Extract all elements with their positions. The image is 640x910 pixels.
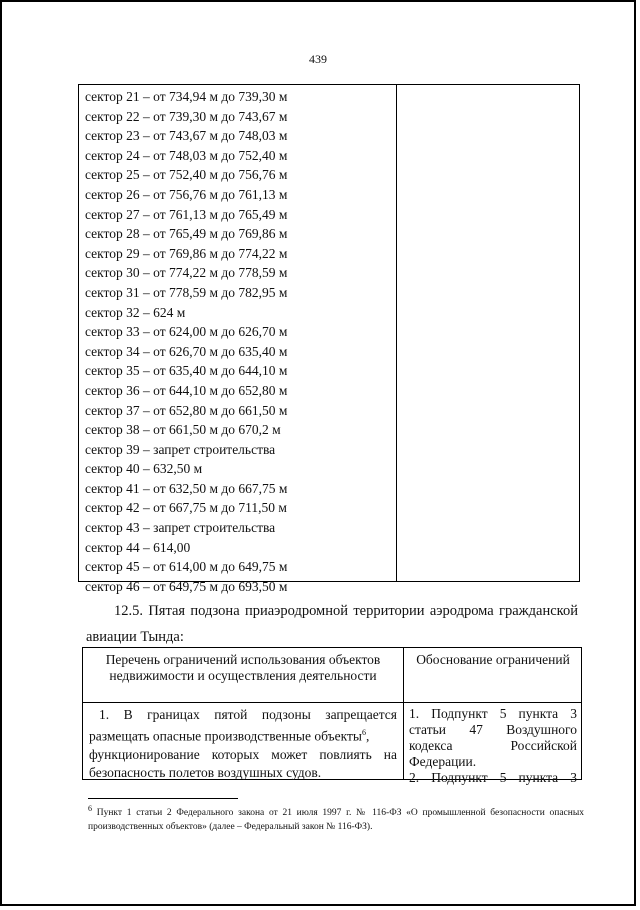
section-paragraph [86, 598, 578, 650]
justification-line: статьи 47 Воздушного [409, 722, 577, 737]
section-heading-line1: 12.5. Пятая подзона приаэродромной территории аэродрома гражданской [114, 603, 578, 619]
restrictions-table [82, 647, 582, 785]
sector-list [85, 87, 287, 596]
sector-row: сектор 29 – от 769,86 м до 774,22 м [85, 245, 288, 261]
footnote-reference: 6 [361, 728, 366, 737]
sector-row: сектор 39 – запрет строительства [85, 441, 276, 457]
sector-row: сектор 41 – от 632,50 м до 667,75 м [85, 480, 288, 496]
justification-cell [409, 706, 577, 786]
justification-line: 2. Подпункт 5 пункта 3 [409, 770, 577, 785]
sector-row: сектор 22 – от 739,30 м до 743,67 м [85, 108, 288, 124]
footnote [88, 802, 584, 834]
restriction-cell [89, 706, 397, 782]
sector-row: сектор 27 – от 761,13 м до 765,49 м [85, 206, 288, 222]
sector-row: сектор 26 – от 756,76 м до 761,13 м [85, 186, 288, 202]
restriction-line: функционирование которых может повлиять на [89, 746, 397, 762]
sector-row: сектор 21 – от 734,94 м до 739,30 м [85, 89, 288, 104]
restriction-line: безопасность полетов воздушных судов. [89, 764, 322, 780]
header-restrictions-list: Перечень ограничений использования объектов недвижимости и осуществления деятельности [105, 652, 381, 683]
sector-row: сектор 28 – от 765,49 м до 769,86 м [85, 226, 288, 242]
sector-row: сектор 38 – от 661,50 м до 670,2 м [85, 422, 281, 438]
sector-row: сектор 31 – от 778,59 м до 782,95 м [85, 284, 288, 300]
restriction-line-text: размещать опасные производственные объекты [89, 728, 362, 744]
sector-row: сектор 44 – 614,00 [85, 539, 191, 555]
page-number: 439 [309, 52, 327, 66]
footnote-separator [88, 798, 238, 799]
sector-row: сектор 45 – от 614,00 м до 649,75 м [85, 559, 288, 575]
table-column-divider [396, 85, 397, 581]
table-column-divider [403, 648, 404, 779]
sector-row: сектор 34 – от 626,70 м до 635,40 м [85, 343, 288, 359]
restriction-line-punct: , [365, 728, 370, 744]
justification-line: Федерации. [409, 754, 477, 769]
sector-row: сектор 32 – 624 м [85, 304, 186, 320]
sector-row: сектор 33 – от 624,00 м до 626,70 м [85, 324, 288, 340]
sector-row: сектор 23 – от 743,67 м до 748,03 м [85, 128, 288, 144]
footnote-text: Пункт 1 статьи 2 Федерального закона от 21 июля 1997 г. № 116-ФЗ «О промышленной безопасности опасных производственных объектов» (далее – Федеральный закон № 116-ФЗ). [88, 808, 584, 833]
sector-row: сектор 37 – от 652,80 м до 661,50 м [85, 402, 288, 418]
justification-line: 1. Подпункт 5 пункта 3 [409, 706, 577, 721]
table-row-divider [83, 702, 581, 703]
restriction-line: 1. В границах пятой подзоны запрещается [99, 707, 397, 722]
sector-row: сектор 36 – от 644,10 м до 652,80 м [85, 382, 288, 398]
sector-row: сектор 40 – 632,50 м [85, 461, 203, 477]
sector-row: сектор 35 – от 635,40 м до 644,10 м [85, 363, 288, 379]
sector-table [78, 84, 580, 594]
justification-line: кодекса Российской [409, 738, 577, 753]
sector-row: сектор 42 – от 667,75 м до 711,50 м [85, 500, 287, 516]
sector-row: сектор 30 – от 774,22 м до 778,59 м [85, 265, 288, 281]
restriction-line [89, 724, 397, 746]
section-heading-line2: авиации Тында: [86, 629, 184, 645]
sector-row: сектор 25 – от 752,40 м до 756,76 м [85, 167, 288, 183]
footnote-marker: 6 [88, 804, 92, 813]
sector-row: сектор 43 – запрет строительства [85, 520, 276, 536]
sector-row: сектор 24 – от 748,03 м до 752,40 м [85, 147, 288, 163]
sector-row: сектор 46 – от 649,75 м до 693,50 м [85, 578, 288, 594]
header-justification: Обоснование ограничений [416, 652, 570, 667]
